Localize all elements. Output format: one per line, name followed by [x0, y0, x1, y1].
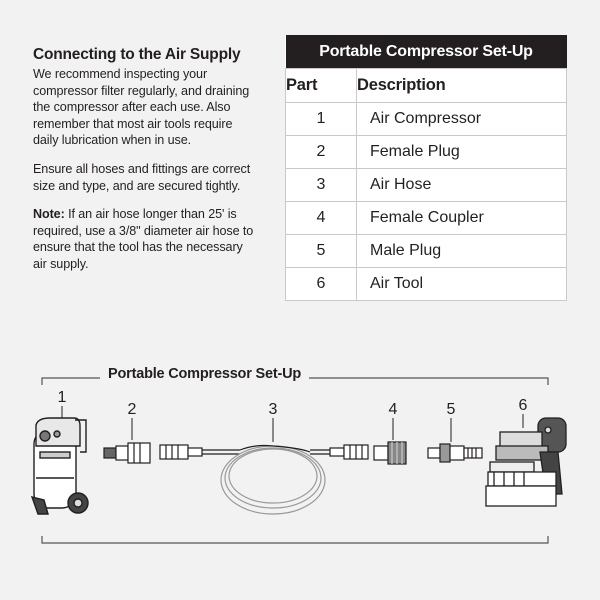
- male-plug-illustration: [428, 444, 482, 462]
- text-line: daily lubrication when in use.: [33, 133, 192, 148]
- female-coupler-illustration: [374, 442, 406, 464]
- callout-6: 6: [518, 397, 528, 414]
- part-number-cell: 2: [286, 136, 357, 169]
- air-hose-illustration: [160, 445, 368, 514]
- description-cell: Air Compressor: [357, 103, 567, 136]
- air-tool-illustration: [486, 418, 566, 506]
- callout-3: 3: [268, 401, 278, 418]
- table-title: Portable Compressor Set-Up: [286, 35, 567, 69]
- callout-4: 4: [388, 401, 398, 418]
- description-cell: Female Plug: [357, 136, 567, 169]
- text-line: compressor filter regularly, and draining: [33, 83, 250, 98]
- column-header-description: Description: [357, 69, 567, 103]
- callout-1: 1: [57, 389, 67, 406]
- column-header-part: Part: [286, 69, 357, 103]
- text-line: Ensure all hoses and fittings are correct: [33, 161, 251, 176]
- description-cell: Female Coupler: [357, 202, 567, 235]
- text-line: size and type, and are secured tightly.: [33, 178, 241, 193]
- note-label: Note:: [33, 207, 65, 222]
- description-cell: Air Hose: [357, 169, 567, 202]
- part-number-cell: 5: [286, 235, 357, 268]
- text-line: We recommend inspecting your: [33, 67, 208, 81]
- intro-title: Connecting to the Air Supply: [33, 46, 241, 63]
- description-cell: Air Tool: [357, 268, 567, 301]
- part-number-cell: 3: [286, 169, 357, 202]
- text-line: required, use a 3/8" diameter air hose to: [33, 223, 254, 238]
- text-line: ensure that the tool has the necessary: [33, 240, 243, 255]
- female-plug-illustration: [104, 443, 150, 463]
- air-compressor-illustration: [32, 418, 88, 514]
- text-line: remember that most air tools require: [33, 116, 233, 131]
- text-line: air supply.: [33, 256, 89, 271]
- diagram-title: Portable Compressor Set-Up: [100, 366, 309, 382]
- callout-5: 5: [446, 401, 456, 418]
- callout-2: 2: [127, 401, 137, 418]
- part-number-cell: 4: [286, 202, 357, 235]
- text-line: the compressor after each use. Also: [33, 100, 231, 115]
- part-number-cell: 1: [286, 103, 357, 136]
- text-line: If an air hose longer than 25' is: [64, 207, 237, 222]
- part-number-cell: 6: [286, 268, 357, 301]
- description-cell: Male Plug: [357, 235, 567, 268]
